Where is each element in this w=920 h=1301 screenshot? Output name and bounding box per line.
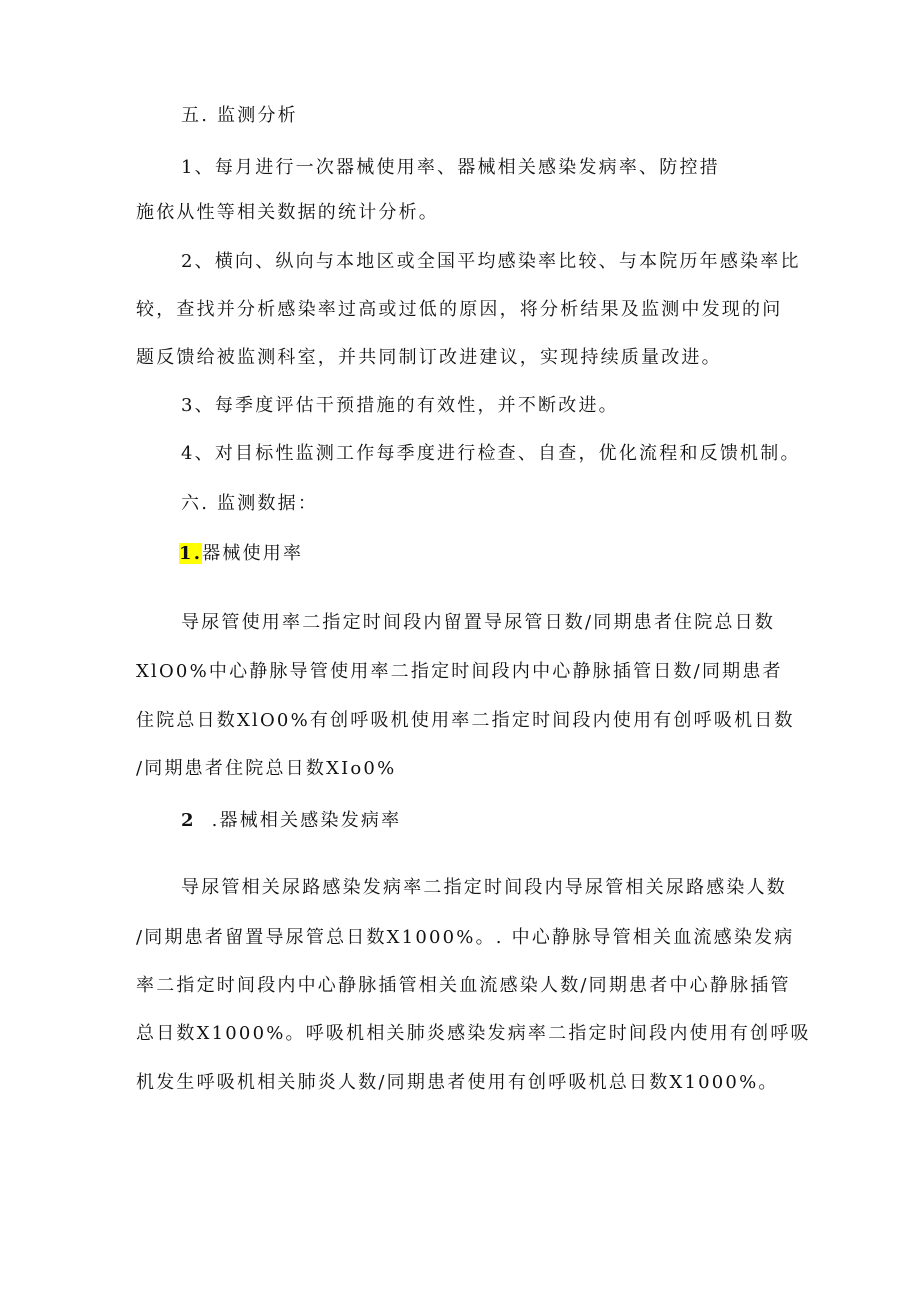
sub1-line-3: 住院总日数XlO0%有创呼吸机使用率二指定时间段内使用有创呼吸机日数	[136, 710, 795, 731]
subsection-1-heading	[179, 542, 303, 566]
paragraph-3: 3、每季度评估干预措施的有效性，并不断改进。	[181, 395, 619, 416]
subsection-2-title: .器械相关感染发病率	[211, 810, 402, 831]
sub2-line-5: 机发生呼吸机相关肺炎人数/同期患者使用有创呼吸机总日数X1000%。	[136, 1072, 779, 1093]
subsection-1-title: 器械使用率	[202, 543, 304, 564]
sub2-line-2: /同期患者留置导尿管总日数X1000%。. 中心静脉导管相关血流感染发病	[136, 927, 795, 948]
subsection-2-number: 2	[181, 810, 196, 831]
sub2-line-1: 导尿管相关尿路感染发病率二指定时间段内导尿管相关尿路感染人数	[181, 877, 787, 898]
paragraph-2-line-2: 较，查找并分析感染率过高或过低的原因，将分析结果及监测中发现的问	[136, 299, 783, 320]
sub1-line-2: XlO0%中心静脉导管使用率二指定时间段内中心静脉插管日数/同期患者	[136, 661, 783, 682]
section-5-heading: 五. 监测分析	[181, 105, 298, 126]
sub2-line-4: 总日数X1000%。呼吸机相关肺炎感染发病率二指定时间段内使用有创呼吸	[136, 1023, 811, 1044]
paragraph-1-line-2: 施依从性等相关数据的统计分析。	[136, 202, 439, 223]
paragraph-1-line-1: 1、每月进行一次器械使用率、器械相关感染发病率、防控措	[181, 157, 720, 178]
subsection-1-number: 1.	[179, 543, 203, 564]
sub1-line-4: /同期患者住院总日数XIo0%	[136, 758, 397, 779]
sub2-line-3: 率二指定时间段内中心静脉插管相关血流感染人数/同期患者中心静脉插管	[136, 975, 791, 996]
section-6-heading: 六. 监测数据：	[181, 493, 319, 514]
paragraph-2-line-1: 2、横向、纵向与本地区或全国平均感染率比较、与本院历年感染率比	[181, 251, 801, 272]
subsection-2-heading	[181, 809, 401, 833]
paragraph-2-line-3: 题反馈给被监测科室，并共同制订改进建议，实现持续质量改进。	[136, 347, 722, 368]
sub1-line-1: 导尿管使用率二指定时间段内留置导尿管日数/同期患者住院总日数	[181, 612, 776, 633]
paragraph-4: 4、对目标性监测工作每季度进行检查、自查，优化流程和反馈机制。	[181, 443, 801, 464]
